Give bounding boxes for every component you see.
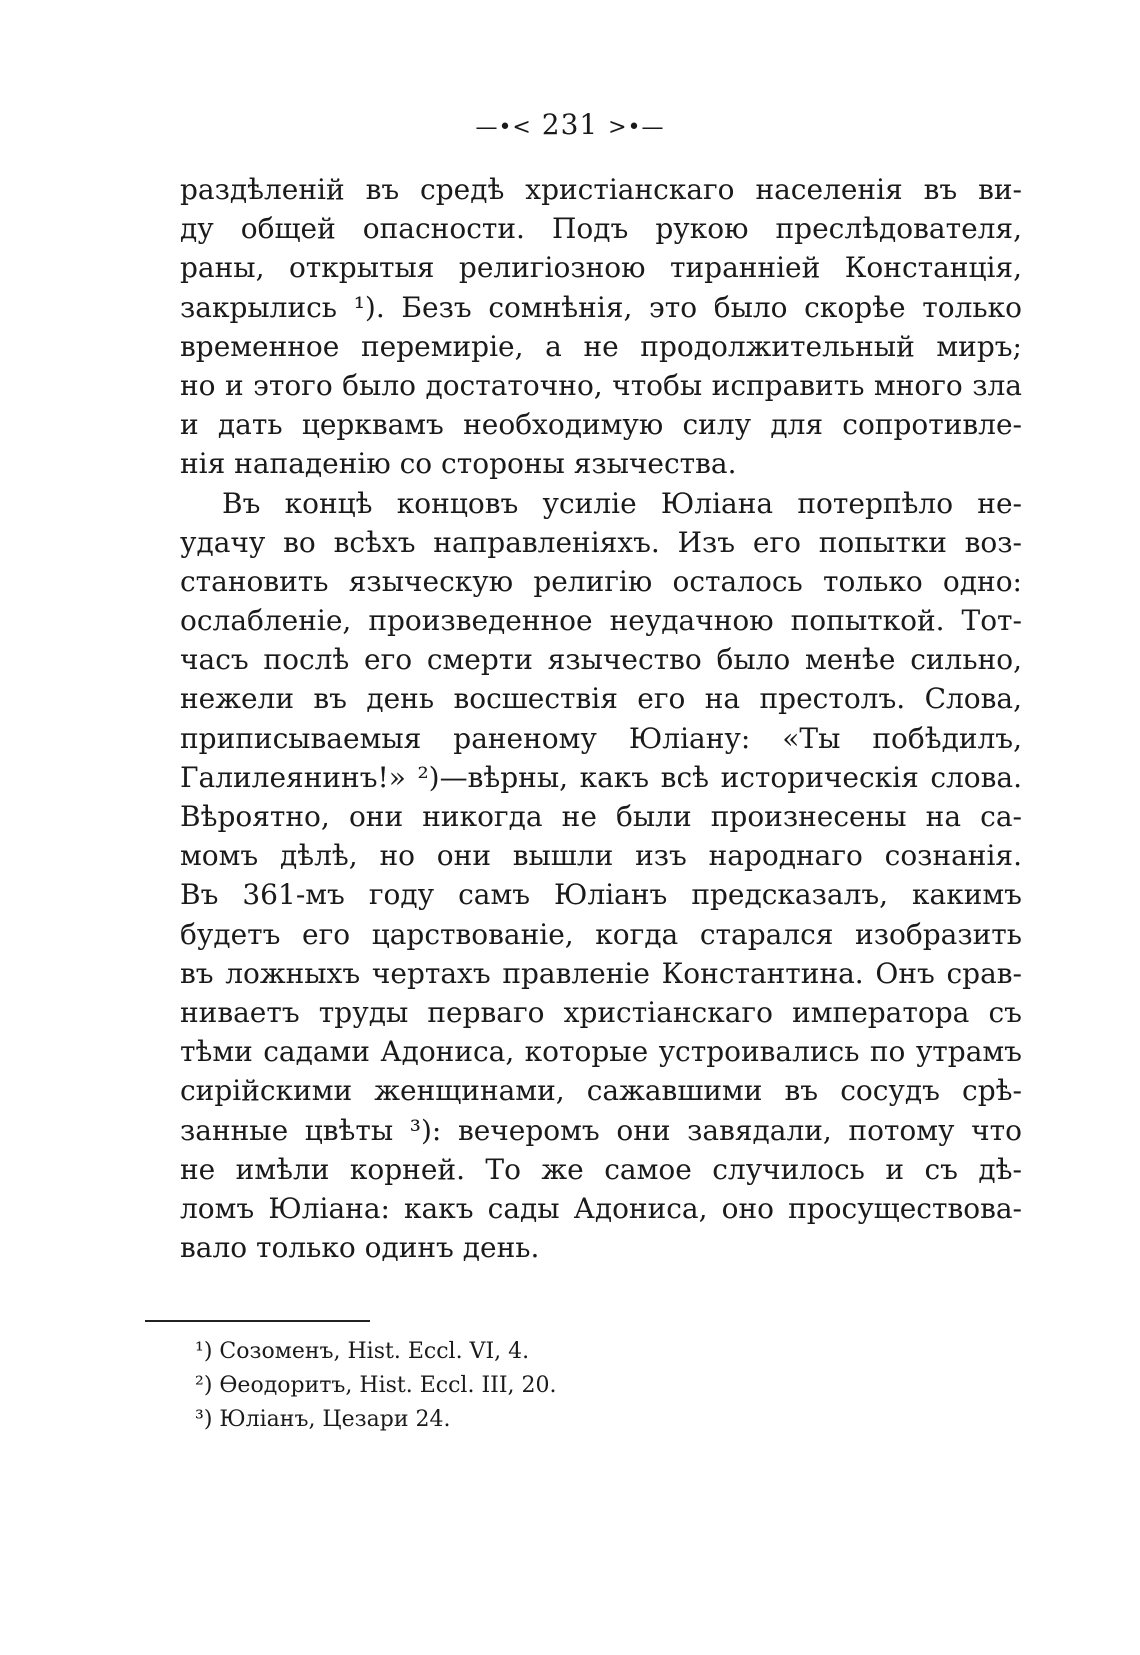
text-line: нежели въ день восшествія его на престолъ. Слова, [180,682,1022,716]
text-line: ломъ Юліана: какъ сады Адониса, оно просуществова- [180,1191,1022,1225]
text-line: тѣми садами Адониса, которые устроивались по утрамъ [180,1035,1022,1069]
text-line: временное перемиріе, а не продолжительный миръ; [180,329,1022,363]
text-line: Въ концѣ концовъ усиліе Юліана потерпѣло не- [222,486,1022,520]
text-line: раны, открытыя религіозною тиранніей Констанція, [180,251,1022,285]
ornament-right: >•— [608,115,665,140]
footnote-3: ³) Юліанъ, Цезари 24. [195,1407,451,1432]
text-line: вало только одинъ день. [180,1231,540,1265]
text-line: не имѣли корней. То же самое случилось и съ дѣ- [180,1152,1022,1186]
text-line: ниваетъ труды перваго христіанскаго императора съ [180,995,1022,1029]
text-line: ослабленіе, произведенное неудачною попыткой. Тот- [180,604,1022,638]
footnote-2: ²) Өеодоритъ, Hist. Eccl. III, 20. [195,1373,557,1398]
text-line: ду общей опасности. Подъ рукою преслѣдователя, [180,212,1022,246]
paragraph-2 [180,484,1022,1268]
footnote-1: ¹) Созоменъ, Hist. Eccl. VI, 4. [195,1339,530,1364]
text-line: нія нападенію со стороны язычества. [180,447,737,481]
page-number: 231 [541,108,599,141]
text-line: но и этого было достаточно, чтобы исправить много зла [180,368,1022,402]
text-line: занные цвѣты ³): вечеромъ они завядали, потому что [180,1113,1022,1147]
text-line: Въ 361-мъ году самъ Юліанъ предсказалъ, какимъ [180,878,1022,912]
text-line: и дать церквамъ необходимую силу для сопротивле- [180,408,1022,442]
text-line: раздѣленій въ средѣ христіанскаго населенія въ ви- [180,173,1022,206]
text-line: сирійскими женщинами, сажавшими въ сосудъ срѣ- [180,1074,1022,1108]
text-line: приписываемыя раненому Юліану: «Ты побѣдилъ, [180,721,1022,755]
ornament-left: —•< [475,115,532,140]
text-line: въ ложныхъ чертахъ правленіе Константина. Онъ срав- [180,956,1022,990]
text-line: удачу во всѣхъ направленіяхъ. Изъ его попытки воз- [180,525,1022,559]
paragraph-1 [180,170,1022,484]
text-line: становить языческую религію осталось только одно: [180,564,1022,598]
text-line: момъ дѣлѣ, но они вышли изъ народнаго сознанія. [180,839,1022,873]
text-line: часъ послѣ его смерти язычество было менѣе сильно, [180,643,1022,677]
text-line: Вѣроятно, они никогда не были произнесены на са- [180,800,1022,833]
footnotes [195,1335,557,1437]
page-header [0,108,1140,141]
text-line: закрылись ¹). Безъ сомнѣнія, это было скорѣе только [180,290,1022,324]
body-text [180,170,1022,1267]
footnote-divider [145,1320,370,1322]
text-line: Галилеянинъ!» ²)—вѣрны, какъ всѣ историческія слова. [180,760,1022,794]
text-line: будетъ его царствованіе, когда старался изобразить [180,917,1022,951]
